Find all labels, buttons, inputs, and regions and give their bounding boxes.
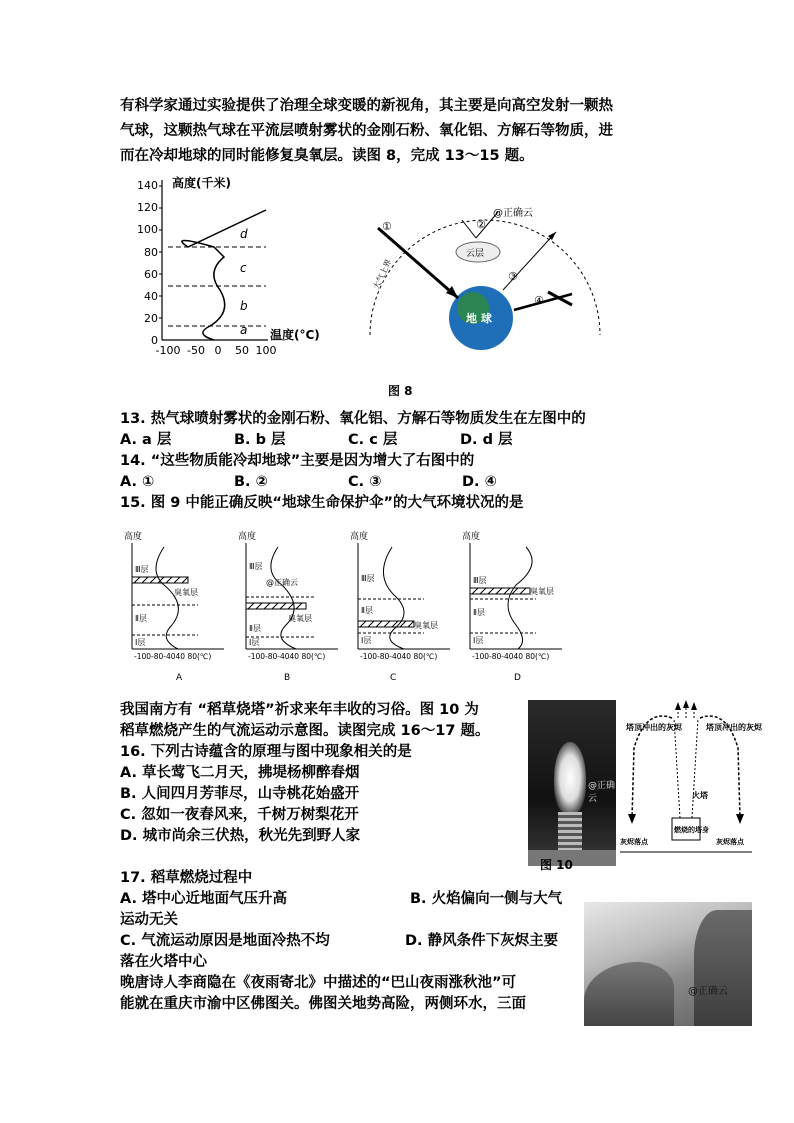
svg-text:-100-80-4040 80(℃): -100-80-4040 80(℃) [360,652,438,661]
intro-line-3: 而在冷却地球的同时能修复臭氧层。读图 8，完成 13～15 题。 [120,148,534,164]
layer-label: d [240,227,248,241]
q16-option-c: C. 忽如一夜春风来，千树万树梨花开 [120,807,359,823]
fig8-xlabel: 温度(°C) [270,328,320,342]
svg-text:@正确云: @正确云 [266,578,298,587]
q17-option-c: C. 气流运动原因是地面冷热不均 [120,933,330,949]
svg-text:高度: 高度 [124,532,143,542]
panel-label: B [284,673,291,683]
svg-text:Ⅰ层: Ⅰ层 [135,638,146,647]
svg-text:-100-80-4040 80(℃): -100-80-4040 80(℃) [472,652,550,661]
q17-option-a: A. 塔中心近地面气压升高 [120,891,288,907]
svg-text:燃烧的塔身: 燃烧的塔身 [674,826,709,834]
q16-stem: 16. 下列古诗蕴含的原理与图中现象相关的是 [120,744,412,760]
passage2-line-2: 稻草燃烧产生的气流运动示意图。读图完成 16～17 题。 [120,723,490,739]
intro-line-2: 气球，这颗热气球在平流层喷射雾状的金刚石粉、氧化铝、方解石等物质，进 [120,123,613,139]
passage2-line-1: 我国南方有 “稻草烧塔”祈求来年丰收的习俗。图 10 为 [120,702,479,718]
panel-label: A [176,673,183,683]
tower [558,812,582,852]
q16-option-d: D. 城市尚余三伏热，秋光先到野人家 [120,828,361,844]
label-4: ④ [534,294,544,307]
y-tick: 0 [151,334,158,347]
y-tick: 140 [137,179,158,192]
x-tick: 0 [214,344,222,357]
svg-text:臭氧层: 臭氧层 [530,587,554,596]
q14-option-d: D. ④ [462,474,497,490]
panel-label: C [390,673,397,683]
label-2: ② [476,218,486,231]
y-tick: 20 [144,312,158,325]
layer-label: b [240,299,248,313]
svg-text:臭氧层: 臭氧层 [174,588,198,597]
q14-option-a: A. ① [120,474,155,490]
svg-text:Ⅲ层: Ⅲ层 [361,574,375,583]
q13-option-d: D. d 层 [460,432,513,448]
arc-text: 大气上界 [371,258,394,291]
cloud-label: 云层 [466,249,485,259]
svg-text:Ⅲ层: Ⅲ层 [135,565,149,574]
x-tick: -50 [187,344,205,357]
svg-text:-100-80-4040 80(℃): -100-80-4040 80(℃) [248,652,326,661]
fig8-radiation-diagram [358,190,608,340]
fig9-panel-b [232,525,344,685]
svg-text:Ⅱ层: Ⅱ层 [473,608,485,617]
mountain-photo [584,902,752,1026]
fig8-ylabel: 高度(千米) [172,176,231,190]
q13-option-a: A. a 层 [120,432,172,448]
q17-option-b: B. 火焰偏向一侧与大气 [410,891,563,907]
svg-text:高度: 高度 [350,532,369,542]
fig8-temperature-chart [128,172,328,362]
x-tick: 50 [235,344,249,357]
q14-stem: 14. “这些物质能冷却地球”主要是因为增大了右图中的 [120,453,475,469]
passage3-line-2: 能就在重庆市渝中区佛图关。佛图关地势高险，两侧环水，三面 [120,996,526,1012]
q15-stem: 15. 图 9 中能正确反映“地球生命保护伞”的大气环境状况的是 [120,495,524,511]
panel-label: D [514,673,521,683]
fig9-panel-c [344,525,456,685]
q14-option-c: C. ③ [348,474,382,490]
svg-text:Ⅰ层: Ⅰ层 [249,638,260,647]
svg-text:Ⅰ层: Ⅰ层 [361,636,372,645]
q13-option-b: B. b 层 [234,432,286,448]
passage3-line-1: 晚唐诗人李商隐在《夜雨寄北》中描述的“巴山夜雨涨秋池”可 [120,975,517,991]
svg-text:臭氧层: 臭氧层 [414,621,438,630]
svg-text:Ⅰ层: Ⅰ层 [473,636,484,645]
svg-text:Ⅲ层: Ⅲ层 [249,562,263,571]
q13-option-c: C. c 层 [348,432,398,448]
svg-text:火塔: 火塔 [692,791,708,800]
q16-option-b: B. 人间四月芳菲尽，山寺桃花始盛开 [120,786,360,802]
y-tick: 60 [144,268,158,281]
y-tick: 80 [144,246,158,259]
fig10-airflow-diagram [616,698,762,864]
watermark: @正确云 [588,781,616,804]
y-tick: 40 [144,290,158,303]
svg-text:高度: 高度 [462,532,481,542]
layer-label: a [240,323,248,337]
flame [554,742,586,814]
y-tick: 120 [137,201,158,214]
q14-option-b: B. ② [234,474,268,490]
earth-label: 地 球 [466,312,492,325]
layer-label: c [240,261,247,275]
fig9-panel-a [118,525,230,685]
svg-text:灰烬落点: 灰烬落点 [716,838,744,846]
fig8-caption: 图 8 [388,384,413,398]
svg-text:Ⅱ层: Ⅱ层 [249,624,261,633]
svg-text:高度: 高度 [238,532,257,542]
svg-text:塔顶冲出的灰烬: 塔顶冲出的灰烬 [626,723,682,732]
watermark: @正确云 [688,986,728,997]
svg-text:Ⅱ层: Ⅱ层 [361,606,373,615]
q16-option-a: A. 草长莺飞二月天，拂堤杨柳醉春烟 [120,765,360,781]
q13-stem: 13. 热气球喷射雾状的金刚石粉、氧化铝、方解石等物质发生在左图中的 [120,411,586,427]
fig10-caption: 图 10 [540,858,573,872]
svg-text:Ⅲ层: Ⅲ层 [473,576,487,585]
svg-text:臭氧层: 臭氧层 [288,614,312,623]
fig9-panel-d [456,525,568,685]
svg-text:-100-80-4040 80(℃): -100-80-4040 80(℃) [134,652,212,661]
q17-option-d-cont: 落在火塔中心 [120,954,207,970]
y-tick: 100 [137,223,158,236]
x-tick: 100 [255,344,277,357]
intro-line-1: 有科学家通过实验提供了治理全球变暖的新视角，其主要是向高空发射一颗热 [120,98,613,114]
label-3: ③ [508,270,518,283]
q17-stem: 17. 稻草燃烧过程中 [120,870,253,886]
svg-text:Ⅱ层: Ⅱ层 [135,614,147,623]
watermark: @正确云 [493,208,533,219]
svg-text:灰烬落点: 灰烬落点 [620,838,648,846]
q17-option-d: D. 静风条件下灰烬主要 [405,933,559,949]
svg-text:塔顶冲出的灰烬: 塔顶冲出的灰烬 [706,723,762,732]
q17-option-b-cont: 运动无关 [120,912,178,928]
fire-tower-photo [528,700,616,866]
label-1: ① [382,220,392,233]
x-tick: -100 [155,344,181,357]
